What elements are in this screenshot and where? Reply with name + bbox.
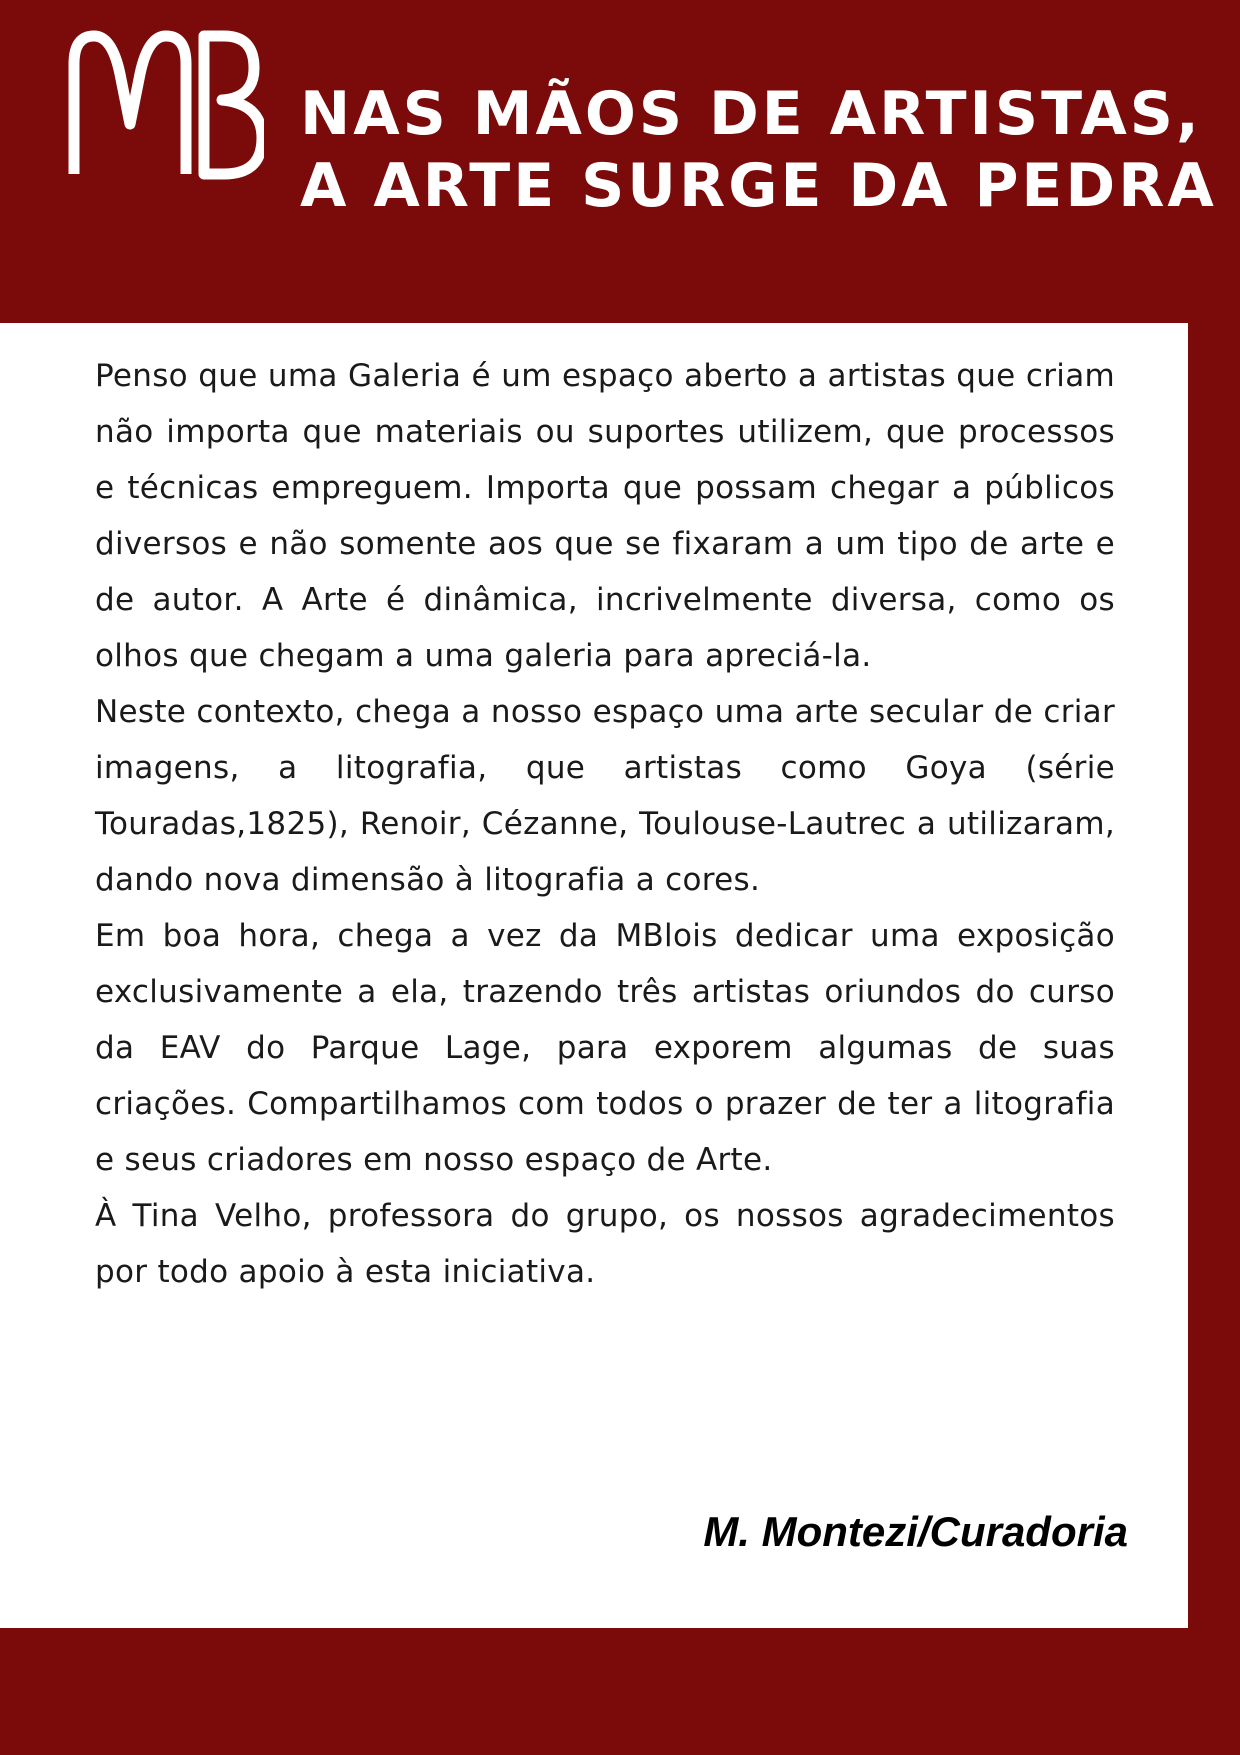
- paragraph-2: Neste contexto, chega a nosso espaço uma arte secular de criar imagens, a litografia, que artistas como Goya (série Touradas,1825), Renoir, Cézanne, Toulouse-Lautrec a utilizaram, dando nova dimensão à litografia a cores.: [95, 694, 1115, 898]
- paragraph-1: Penso que uma Galeria é um espaço aberto a artistas que criam não importa que materiais ou suportes utilizem, que processos e técnicas empreguem. Importa que possam chegar a públicos diversos e não somente aos que se fixaram a um tipo de arte e de autor. A Arte é dinâmica, incrivelmente diversa, como os olhos que chegam a uma galeria para apreciá-la.: [95, 358, 1115, 674]
- signature: M. Montezi/Curadoria: [703, 1508, 1128, 1555]
- paragraph-4: À Tina Velho, professora do grupo, os nossos agradecimentos por todo apoio à esta iniciativa.: [95, 1198, 1115, 1290]
- mb-logo-icon: [64, 24, 264, 184]
- headline-line-1: NAS MÃOS DE ARTISTAS,: [300, 79, 1202, 149]
- content-panel: [0, 323, 1188, 1628]
- body-text: [95, 348, 1115, 1300]
- headline-line-2: A ARTE SURGE DA PEDRA: [300, 151, 1217, 221]
- mb-logo: [64, 24, 264, 184]
- headline: [300, 78, 1217, 222]
- paragraph-3: Em boa hora, chega a vez da MBlois dedicar uma exposição exclusivamente a ela, trazendo três artistas oriundos do curso da EAV do Parque Lage, para exporem algumas de suas criações. Compartilhamos com todos o prazer de ter a litografia e seus criadores em nosso espaço de Arte.: [95, 918, 1115, 1178]
